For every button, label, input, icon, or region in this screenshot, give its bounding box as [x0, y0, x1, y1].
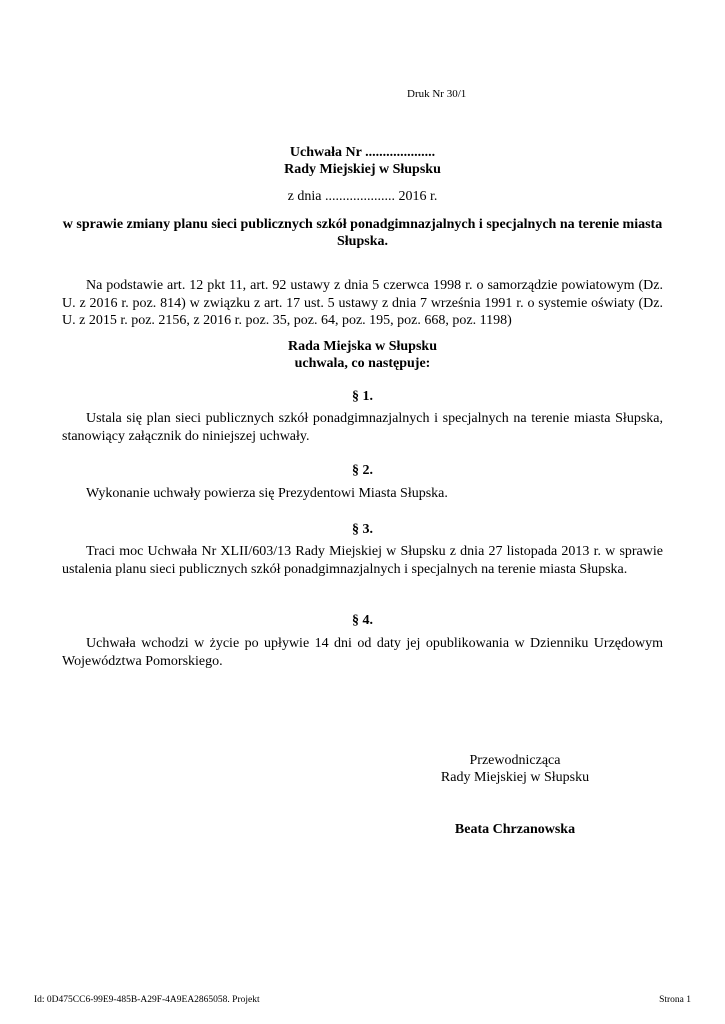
resolution-date: z dnia .................... 2016 r. — [287, 189, 438, 204]
section-1-text: Ustala się plan sieci publicznych szkół ponadgimnazjalnych i specjalnych na terenie miasta Słupska, stanowiący załącznik do niniejszej uchwały. — [62, 411, 663, 444]
legal-basis: Na podstawie art. 12 pkt 11, art. 92 ustawy z dnia 5 czerwca 1998 r. o samorządzie powiatowym (Dz. U. z 2016 r. poz. 814) w związku z art. 17 ust. 5 ustawy z dnia 7 września 1991 r. o systemie oświaty (Dz. U. z 2015 r. poz. 2156, z 2016 r. poz. 35, poz. 64, poz. 195, poz. 668, poz. 1198) — [62, 278, 663, 328]
page-number: Strona 1 — [659, 995, 691, 1005]
signatory-role: Przewodnicząca — [469, 753, 561, 768]
section-4-heading: § 4. — [352, 613, 373, 628]
signatory-name: Beata Chrzanowska — [454, 822, 576, 837]
section-1-heading: § 1. — [352, 389, 373, 404]
section-2-text: Wykonanie uchwały powierza się Prezydentowi Miasta Słupska. — [86, 486, 448, 501]
section-2-heading: § 2. — [352, 463, 373, 478]
document-id: Id: 0D475CC6-99E9-485B-A29F-4A9EA2865058. Projekt — [34, 995, 260, 1005]
section-3-heading: § 3. — [352, 522, 373, 537]
council-resolves: uchwala, co następuje: — [294, 356, 431, 371]
resolution-issuer: Rady Miejskiej w Słupsku — [284, 162, 441, 177]
section-4-text: Uchwała wchodzi w życie po upływie 14 dni od daty jej opublikowania w Dzienniku Urzędowym Województwa Pomorskiego. — [62, 636, 663, 669]
print-number: Druk Nr 30/1 — [407, 88, 467, 100]
resolution-subject: w sprawie zmiany planu sieci publicznych szkół ponadgimnazjalnych i specjalnych na terenie miasta Słupska. — [62, 217, 663, 249]
signatory-body: Rady Miejskiej w Słupsku — [440, 770, 590, 785]
resolution-title: Uchwała Nr .................... — [289, 145, 436, 160]
section-3-text: Traci moc Uchwała Nr XLII/603/13 Rady Miejskiej w Słupsku z dnia 27 listopada 2013 r. w sprawie ustalenia planu sieci publicznych szkół ponadgimnazjalnych i specjalnych na terenie miasta Słupska. — [62, 544, 663, 577]
council-name: Rada Miejska w Słupsku — [288, 339, 437, 354]
